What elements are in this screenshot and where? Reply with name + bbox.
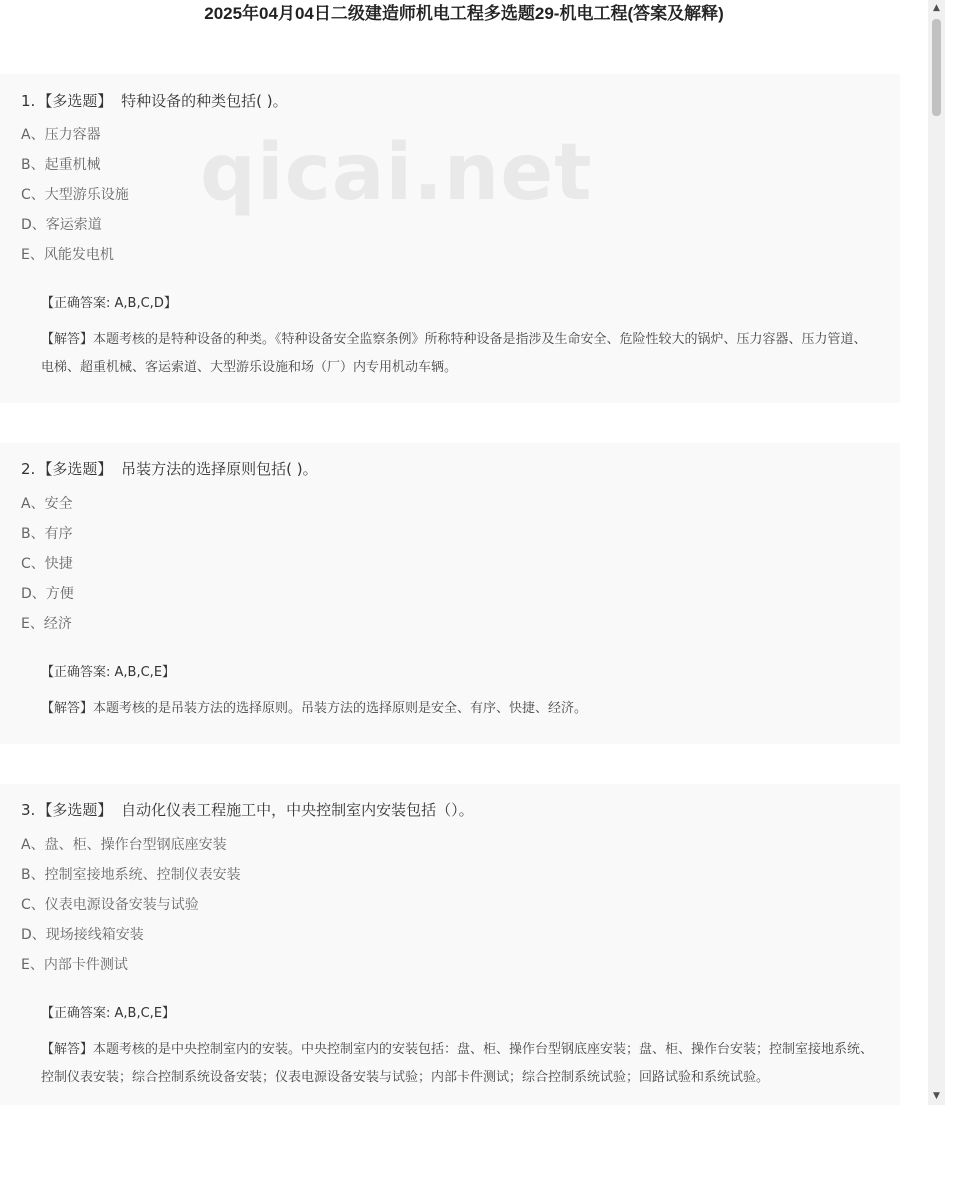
- correct-answer: [41, 294, 177, 314]
- question-card-2: [0, 443, 900, 744]
- option-b: B、有序: [21, 526, 73, 542]
- scroll-down-icon[interactable]: ▼: [933, 1091, 940, 1101]
- page-title: 2025年04月04日二级建造师机电工程多选题29-机电工程(答案及解释): [204, 4, 724, 23]
- answer-value: A,B,C,D】: [114, 296, 177, 311]
- option-c: C、大型游乐设施: [21, 187, 129, 203]
- option-a: A、盘、柜、操作台型钢底座安装: [21, 837, 227, 853]
- answer-analysis: [41, 326, 876, 382]
- option-b: B、控制室接地系统、控制仪表安装: [21, 867, 241, 883]
- option-e: E、经济: [21, 616, 72, 632]
- question-header: [21, 90, 288, 112]
- scroll-thumb[interactable]: [932, 19, 941, 116]
- option-e: E、内部卡件测试: [21, 957, 128, 973]
- question-header: [21, 799, 474, 821]
- scroll-up-icon[interactable]: ▲: [933, 3, 940, 13]
- option-c: C、快捷: [21, 556, 73, 572]
- option-d: D、客运索道: [21, 217, 102, 233]
- analysis-text: 本题考核的是吊装方法的选择原则。吊装方法的选择原则是安全、有序、快捷、经济。: [93, 701, 588, 716]
- question-number: 3.: [21, 801, 36, 819]
- answer-value: A,B,C,E】: [114, 1006, 176, 1021]
- option-c: C、仪表电源设备安装与试验: [21, 897, 199, 913]
- vertical-scrollbar[interactable]: [928, 0, 945, 1105]
- correct-answer: [41, 663, 175, 683]
- answer-tag: 【正确答案:: [41, 296, 111, 311]
- question-number: 2.: [21, 460, 36, 478]
- analysis-text: 本题考核的是中央控制室内的安装。中央控制室内的安装包括：盘、柜、操作台型钢底座安装；盘、柜、操作台安装；控制室接地系统、控制仪表安装；综合控制系统设备安装；仪表电源设备安装与试验；内部卡件测试；综合控制系统试验；回路试验和系统试验。: [41, 1042, 874, 1085]
- option-d: D、现场接线箱安装: [21, 927, 144, 943]
- question-type-tag: 【多选题】: [37, 92, 113, 110]
- option-d: D、方便: [21, 586, 74, 602]
- analysis-tag: 【解答】: [41, 1042, 94, 1057]
- answer-analysis: [41, 695, 876, 723]
- question-stem: 吊装方法的选择原则包括( )。: [121, 460, 318, 478]
- option-a: A、压力容器: [21, 127, 101, 143]
- answer-value: A,B,C,E】: [114, 665, 176, 680]
- question-type-tag: 【多选题】: [37, 801, 113, 819]
- answer-tag: 【正确答案:: [41, 1006, 111, 1021]
- question-type-tag: 【多选题】: [37, 460, 113, 478]
- option-a: A、安全: [21, 496, 73, 512]
- option-b: B、起重机械: [21, 157, 101, 173]
- question-card-3: [0, 784, 900, 1105]
- analysis-tag: 【解答】: [41, 332, 94, 347]
- analysis-text: 本题考核的是特种设备的种类。《特种设备安全监察条例》所称特种设备是指涉及生命安全、危险性较大的锅炉、压力容器、压力管道、电梯、超重机械、客运索道、大型游乐设施和场（厂）内专用机动车辆。: [41, 332, 867, 375]
- option-e: E、风能发电机: [21, 247, 114, 263]
- analysis-tag: 【解答】: [41, 701, 94, 716]
- answer-analysis: [41, 1036, 876, 1092]
- question-stem: 特种设备的种类包括( )。: [121, 92, 288, 110]
- question-header: [21, 458, 318, 480]
- question-stem: 自动化仪表工程施工中，中央控制室内安装包括（）。: [121, 801, 474, 819]
- question-card-1: [0, 74, 900, 403]
- question-number: 1.: [21, 92, 36, 110]
- answer-tag: 【正确答案:: [41, 665, 111, 680]
- correct-answer: [41, 1004, 175, 1024]
